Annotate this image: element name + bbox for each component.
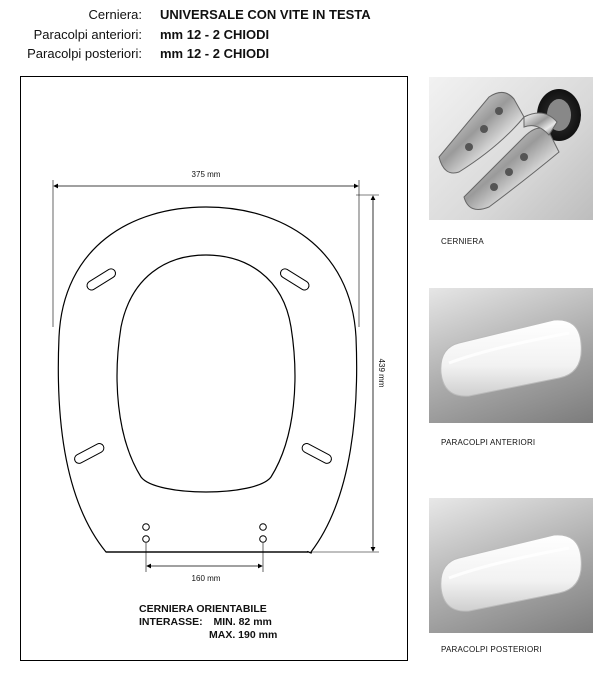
front-bumper-photo bbox=[429, 288, 593, 423]
bumper-slot bbox=[73, 442, 105, 465]
spec-value: mm 12 - 2 CHIODI bbox=[160, 46, 270, 61]
seat-outer-outline bbox=[58, 207, 356, 553]
span-dimension-label: 160 mm bbox=[191, 574, 221, 583]
hinge-icon bbox=[429, 77, 593, 220]
toilet-seat-drawing bbox=[21, 77, 409, 662]
notes-interaxis-row bbox=[139, 616, 277, 629]
hinge-hole bbox=[143, 524, 150, 531]
spec-label: Cerniera: bbox=[88, 7, 142, 22]
hinge-hole bbox=[260, 536, 267, 543]
front-bumper-icon bbox=[429, 288, 593, 423]
notes-title: CERNIERA ORIENTABILE bbox=[139, 603, 267, 615]
spec-label: Paracolpi anteriori: bbox=[33, 27, 142, 42]
bumper-slot bbox=[85, 267, 117, 292]
hinge-photo bbox=[429, 77, 593, 220]
rear-bumper-caption: PARACOLPI POSTERIORI bbox=[441, 645, 542, 654]
spec-label: Paracolpi posteriori: bbox=[27, 46, 142, 61]
width-dimension-label: 375 mm bbox=[191, 170, 221, 179]
height-dimension-label: 439 mm bbox=[377, 358, 386, 388]
seat-inner-opening bbox=[117, 255, 295, 492]
notes-min-value: MIN. 82 mm bbox=[213, 616, 272, 628]
technical-drawing-frame bbox=[20, 76, 408, 661]
bumper-slot bbox=[301, 442, 333, 465]
spec-value: mm 12 - 2 CHIODI bbox=[160, 27, 270, 42]
hinge-caption: CERNIERA bbox=[441, 237, 484, 246]
hinge-hole bbox=[260, 524, 267, 531]
notes-max-value: MAX. 190 mm bbox=[209, 629, 278, 641]
front-bumper-caption: PARACOLPI ANTERIORI bbox=[441, 438, 536, 447]
rear-bumper-photo bbox=[429, 498, 593, 633]
hinge-hole bbox=[143, 536, 150, 543]
notes-interaxis-label: INTERASSE: bbox=[139, 616, 203, 628]
hinge-notes bbox=[139, 603, 277, 642]
bumper-slot bbox=[279, 267, 311, 292]
spec-value: UNIVERSALE CON VITE IN TESTA bbox=[160, 7, 371, 22]
rear-bumper-icon bbox=[429, 498, 593, 633]
notes-max-row bbox=[139, 629, 277, 642]
